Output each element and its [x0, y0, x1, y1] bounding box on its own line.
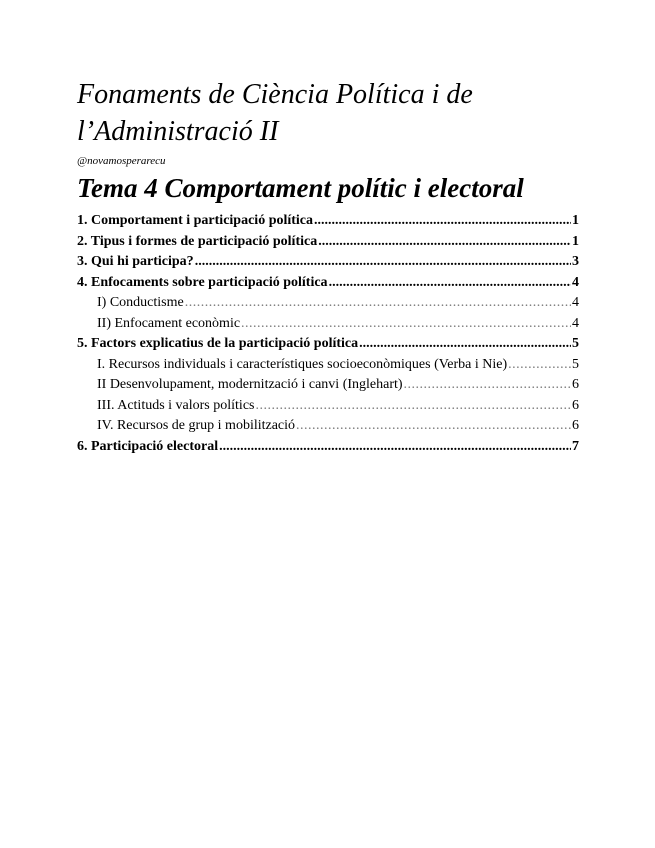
- toc-entry-label: II) Enfocament econòmic: [97, 315, 241, 331]
- toc-subentry[interactable]: [77, 355, 579, 376]
- toc-entry-label: III. Actituds i valors polítics: [97, 397, 255, 413]
- toc-entry-label: 6. Participació electoral: [77, 438, 219, 454]
- toc-dot-leader: [241, 314, 571, 335]
- toc-dot-leader: [359, 334, 571, 355]
- toc-dot-leader: [255, 396, 571, 417]
- toc-entry-label: I. Recursos individuals i característiques socioeconòmiques (Verba i Nie): [97, 356, 508, 372]
- toc-page-number: 6: [572, 377, 579, 392]
- toc-dot-leader: [219, 437, 571, 458]
- toc-subentry[interactable]: [77, 396, 579, 417]
- toc-entry-label: 3. Qui hi participa?: [77, 254, 194, 269]
- toc-dot-leader: [318, 232, 571, 253]
- toc-entry[interactable]: [77, 334, 579, 355]
- toc-page-number: 3: [572, 254, 579, 269]
- toc-page-number: 1: [572, 213, 579, 228]
- toc-dot-leader: [508, 355, 571, 376]
- topic-title: Tema 4 Comportament polític i electoral: [77, 173, 524, 203]
- document-title: Fonaments de Ciència Política i de l’Administració II: [77, 79, 473, 147]
- toc-page-number: 6: [572, 397, 579, 413]
- toc-entry-label: 5. Factors explicatius de la participació política: [77, 336, 359, 351]
- toc-entry[interactable]: [77, 252, 579, 273]
- toc-page-number: 4: [572, 274, 579, 290]
- toc-entry[interactable]: [77, 211, 579, 232]
- toc-subentry[interactable]: [77, 416, 579, 437]
- toc-dot-leader: [314, 211, 571, 232]
- toc-entry-label: 4. Enfocaments sobre participació política: [77, 274, 328, 290]
- toc-entry-label: 1. Comportament i participació política: [77, 213, 314, 228]
- toc-page-number: 5: [572, 336, 579, 351]
- toc-page-number: 6: [572, 418, 579, 433]
- toc-entry-label: I) Conductisme: [97, 295, 184, 310]
- toc-subentry[interactable]: [77, 293, 579, 314]
- toc-subentry[interactable]: [77, 314, 579, 335]
- toc-page-number: 5: [572, 356, 579, 372]
- toc-dot-leader: [195, 252, 571, 273]
- toc-entry-label: IV. Recursos de grup i mobilització: [97, 418, 296, 433]
- toc-entry[interactable]: [77, 273, 579, 294]
- toc-page-number: 4: [572, 295, 579, 310]
- toc-entry-label: II Desenvolupament, modernització i canvi (Inglehart): [97, 377, 403, 392]
- toc-entry[interactable]: [77, 437, 579, 458]
- toc-dot-leader: [185, 293, 571, 314]
- table-of-contents: [77, 211, 579, 457]
- toc-dot-leader: [329, 273, 571, 294]
- toc-dot-leader: [296, 416, 571, 437]
- toc-page-number: 1: [572, 233, 579, 249]
- toc-subentry[interactable]: [77, 375, 579, 396]
- toc-page-number: 7: [572, 438, 579, 454]
- toc-entry-label: 2. Tipus i formes de participació política: [77, 233, 318, 249]
- author-handle: @novamosperarecu: [77, 155, 166, 167]
- toc-entry[interactable]: [77, 232, 579, 253]
- toc-dot-leader: [404, 375, 571, 396]
- toc-page-number: 4: [572, 315, 579, 331]
